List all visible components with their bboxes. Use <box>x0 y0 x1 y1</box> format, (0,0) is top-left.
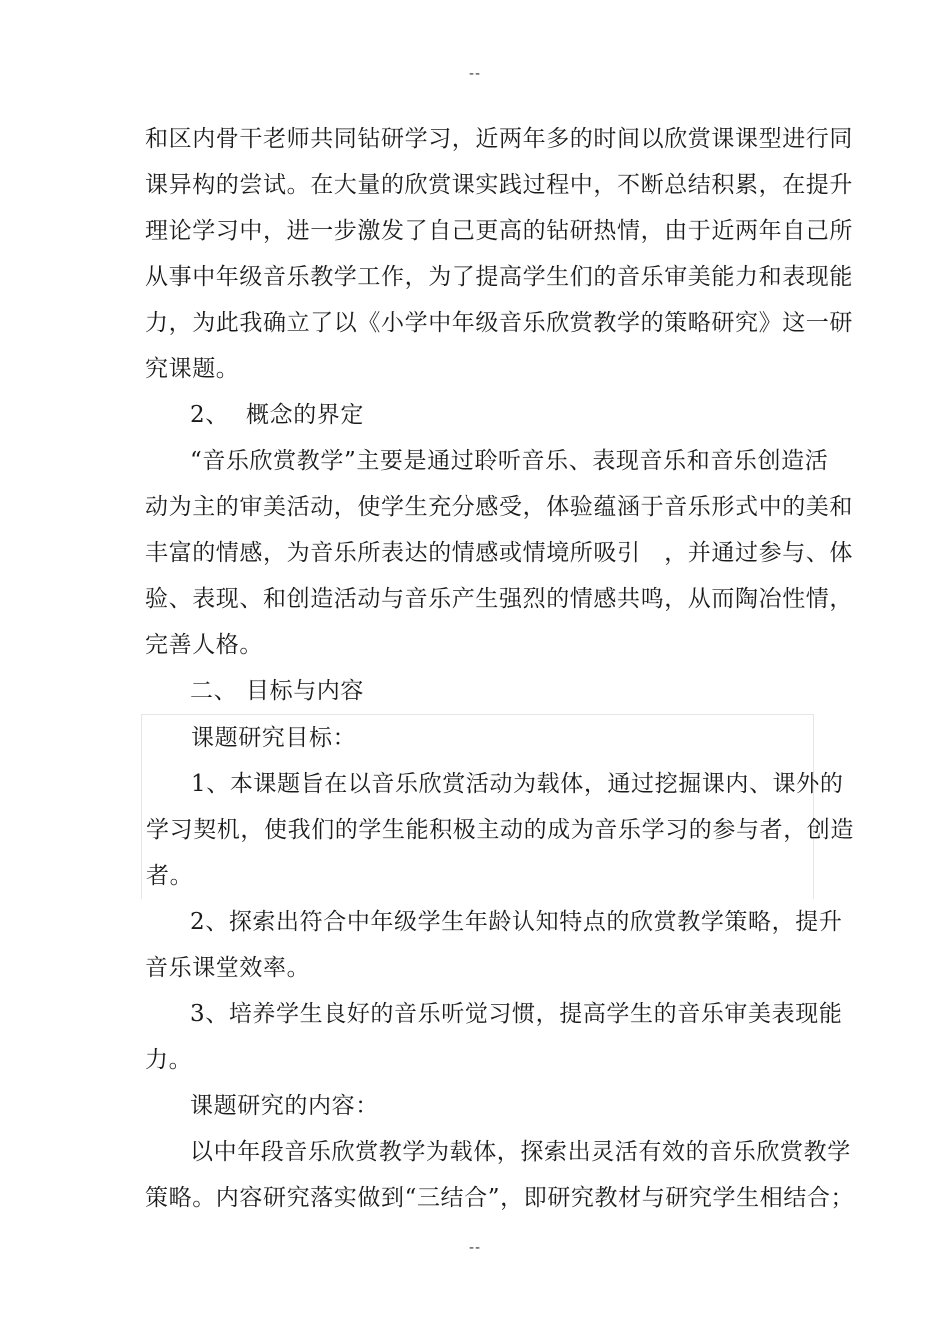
text-line: “音乐欣赏教学”主要是通过聆听音乐、表现音乐和音乐创造活 <box>190 448 829 474</box>
text-line: 力，为此我确立了以《小学中年级音乐欣赏教学的策略研究》这一研 <box>145 310 853 336</box>
heading-number: 2、 <box>190 402 229 428</box>
text-line: 完善人格。 <box>145 632 263 658</box>
text-line: 音乐课堂效率。 <box>145 955 311 981</box>
goal-2 <box>145 899 843 991</box>
text-line: 和区内骨干老师共同钻研学习，近两年多的时间以欣赏课课型进行同 <box>145 126 853 152</box>
text-line: 究课题。 <box>145 356 240 382</box>
paragraph-research-content <box>145 1129 855 1221</box>
text-line: 2、探索出符合中年级学生年龄认知特点的欣赏教学策略，提升 <box>190 909 843 935</box>
paragraph-background <box>145 116 853 392</box>
text-line: 丰富的情感，为音乐所表达的情感或情境所吸引 ，并通过参与、体 <box>145 540 853 566</box>
text-line: 验、表现、和创造活动与音乐产生强烈的情感共鸣，从而陶冶性情， <box>145 586 853 612</box>
text-line: 以中年段音乐欣赏教学为载体，探索出灵活有效的音乐欣赏教学 <box>190 1139 851 1165</box>
document-body <box>145 116 855 1221</box>
text-line: 力。 <box>145 1047 193 1073</box>
section-heading-concept <box>145 392 810 438</box>
heading-text: 目标与内容 <box>246 678 364 704</box>
goals-label: 课题研究目标： <box>191 725 357 751</box>
goals-box <box>141 714 854 899</box>
goal-3 <box>145 991 843 1083</box>
paragraph-concept-definition <box>145 438 853 668</box>
section-heading-goals <box>145 668 810 714</box>
text-line: 课异构的尝试。在大量的欣赏课实践过程中，不断总结积累，在提升 <box>145 172 853 198</box>
text-line: 1、本课题旨在以音乐欣赏活动为载体，通过挖掘课内、课外的 <box>191 771 844 797</box>
text-line: 理论学习中，进一步激发了自己更高的钻研热情，由于近两年自己所 <box>145 218 853 244</box>
heading-number: 二、 <box>190 678 238 704</box>
text-line: 3、培养学生良好的音乐听觉习惯，提高学生的音乐审美表现能 <box>190 1001 843 1027</box>
text-line: 动为主的审美活动，使学生充分感受，体验蕴涵于音乐形式中的美和 <box>145 494 853 520</box>
text-line: 从事中年级音乐教学工作，为了提高学生们的音乐审美能力和表现能 <box>145 264 853 290</box>
content-label: 课题研究的内容： <box>190 1093 379 1119</box>
text-line: 学习契机，使我们的学生能积极主动的成为音乐学习的参与者，创造 <box>146 817 854 843</box>
heading-text: 概念的界定 <box>246 402 364 428</box>
text-line: 者。 <box>146 863 194 889</box>
text-line: 策略。内容研究落实做到“三结合”，即研究教材与研究学生相结合； <box>145 1185 855 1211</box>
page-header-mark: -- <box>468 66 482 82</box>
page-footer-mark: -- <box>468 1240 482 1256</box>
